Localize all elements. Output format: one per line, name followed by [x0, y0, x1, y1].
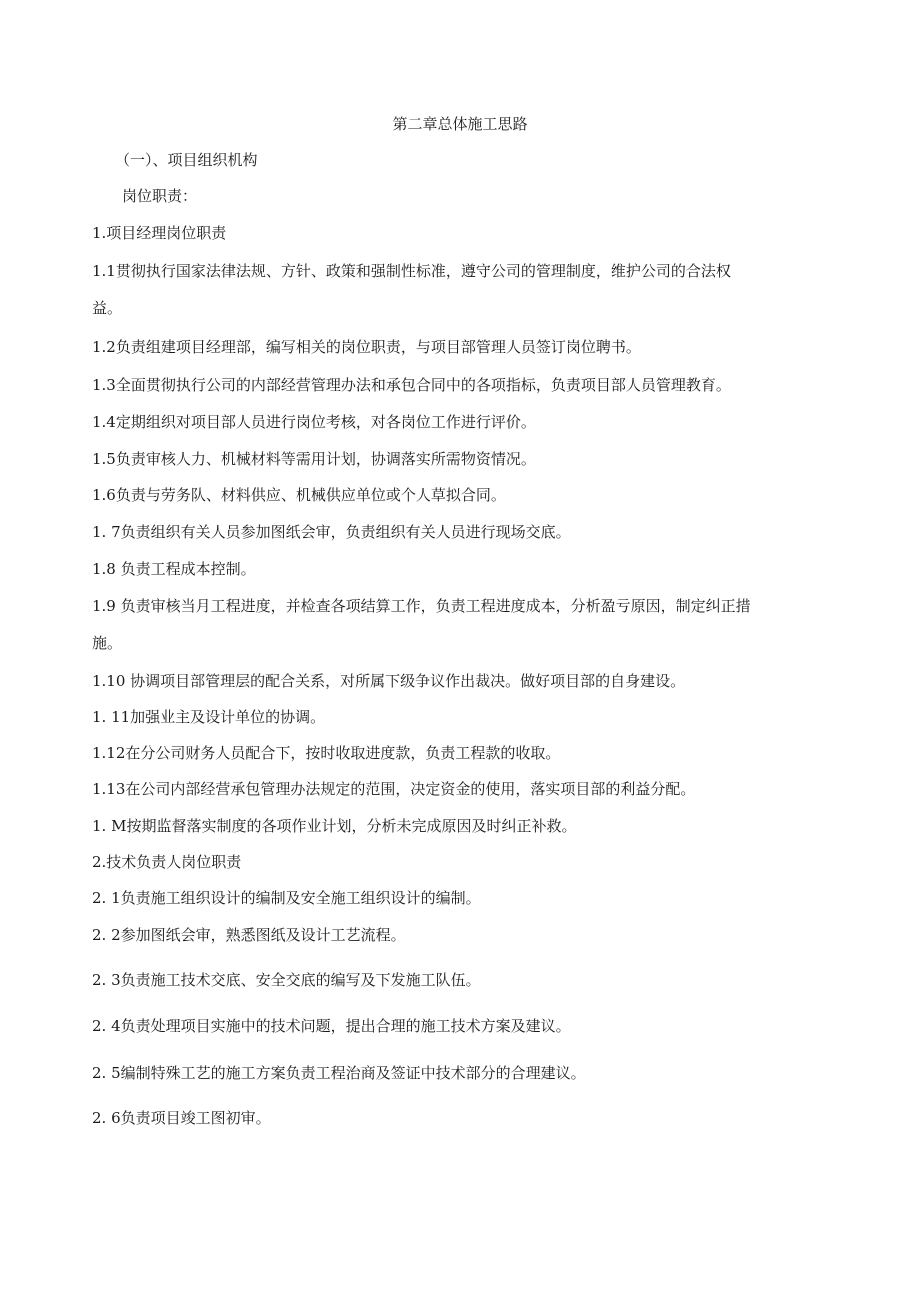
body-line: 1.1贯彻执行国家法律法规、方针、政策和强制性标准，遵守公司的管理制度，维护公司的合法权 — [92, 262, 731, 280]
body-line: 1.9 负责审核当月工程进度，并检查各项结算工作，负责工程进度成本，分析盈亏原因，制定纠正措 — [92, 597, 751, 615]
body-line: 1. 11加强业主及设计单位的协调。 — [92, 708, 326, 726]
body-line: 2. 4负责处理项目实施中的技术问题，提出合理的施工技术方案及建议。 — [92, 1017, 571, 1035]
body-line: 2. 3负责施工技术交底、安全交底的编写及下发施工队伍。 — [92, 971, 481, 989]
body-line: 益。 — [92, 299, 123, 317]
body-line: 1. M按期监督落实制度的各项作业计划，分析未完成原因及时纠正补救。 — [92, 817, 577, 835]
section-heading: （一）、项目组织机构 — [115, 151, 258, 169]
body-line: 1.3全面贯彻执行公司的内部经营管理办法和承包合同中的各项指标，负责项目部人员管理教育。 — [92, 376, 731, 394]
body-line: 1.12在分公司财务人员配合下，按时收取进度款，负责工程款的收取。 — [92, 744, 561, 762]
body-line: 1.4定期组织对项目部人员进行岗位考核，对各岗位工作进行评价。 — [92, 413, 536, 431]
sub-heading: 岗位职责： — [122, 187, 198, 205]
body-line: 1.2负责组建项目经理部，编写相关的岗位职责，与项目部管理人员签订岗位聘书。 — [92, 338, 641, 356]
chapter-title: 第二章总体施工思路 — [392, 115, 528, 133]
body-line: 施。 — [92, 634, 123, 652]
body-line: 1.8 负责工程成本控制。 — [92, 560, 256, 578]
body-line: 2. 2参加图纸会审，熟悉图纸及设计工艺流程。 — [92, 926, 406, 944]
body-line: 1.6负责与劳务队、材料供应、机械供应单位或个人草拟合同。 — [92, 486, 506, 504]
body-line: 1.10 协调项目部管理层的配合关系，对所属下级争议作出裁决。做好项目部的自身建设。 — [92, 672, 686, 690]
body-line: 1.5负责审核人力、机械材料等需用计划，协调落实所需物资情况。 — [92, 450, 536, 468]
body-line: 2. 1负责施工组织设计的编制及安全施工组织设计的编制。 — [92, 889, 481, 907]
body-line: 1. 7负责组织有关人员参加图纸会审，负责组织有关人员进行现场交底。 — [92, 523, 571, 541]
body-line: 1.项目经理岗位职责 — [92, 224, 227, 242]
body-line: 2. 5编制特殊工艺的施工方案负责工程治商及签证中技术部分的合理建议。 — [92, 1064, 586, 1082]
body-line: 1.13在公司内部经营承包管理办法规定的范围，决定资金的使用，落实项目部的利益分配。 — [92, 780, 696, 798]
body-line: 2. 6负责项目竣工图初审。 — [92, 1109, 271, 1127]
body-line: 2.技术负责人岗位职责 — [92, 853, 242, 871]
